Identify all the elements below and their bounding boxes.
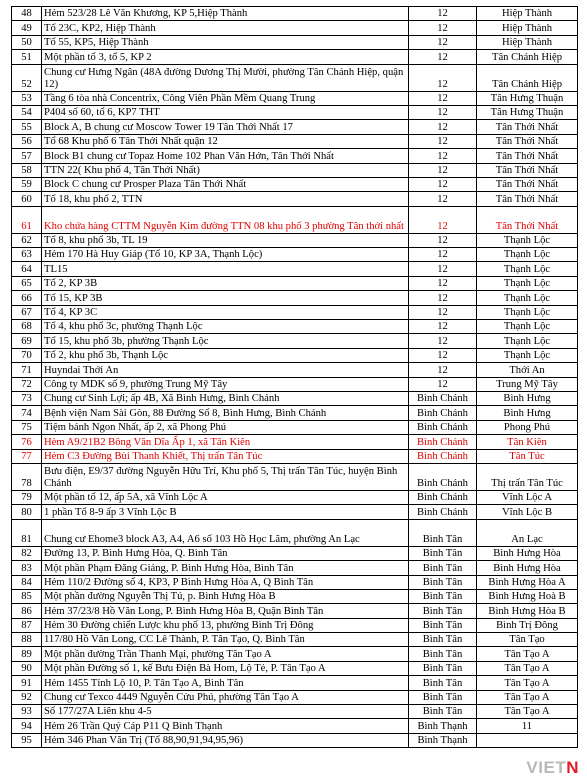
row-address: Một phần Đường số 1, kế Bưu Điện Bà Hom, Lộ Tẻ, P. Tân Tạo A	[42, 661, 409, 675]
table-row	[12, 91, 578, 105]
row-ward: Tân Thới Nhất	[477, 192, 578, 206]
row-address: Block A, B chung cư Moscow Tower 19 Tân Thới Nhất 17	[42, 120, 409, 134]
row-ward: Bình Trị Đông	[477, 618, 578, 632]
row-number: 91	[12, 676, 42, 690]
row-district: Bình Chánh	[409, 420, 477, 434]
table-row	[12, 490, 578, 504]
row-ward: Bình Hưng	[477, 406, 578, 420]
row-address: Tầng 6 tòa nhà Concentrix, Công Viên Phần Mềm Quang Trung	[42, 91, 409, 105]
row-district: Bình Tân	[409, 633, 477, 647]
row-number: 66	[12, 291, 42, 305]
row-ward: Bình Hưng Hòa B	[477, 604, 578, 618]
row-district: 12	[409, 377, 477, 391]
row-address: Block C chung cư Prosper Plaza Tân Thới Nhất	[42, 177, 409, 191]
row-district: Bình Chánh	[409, 406, 477, 420]
table-row	[12, 291, 578, 305]
row-ward: Vĩnh Lộc B	[477, 505, 578, 519]
row-address: TL15	[42, 262, 409, 276]
table-row	[12, 7, 578, 21]
row-number: 74	[12, 406, 42, 420]
table-row	[12, 334, 578, 348]
row-number: 69	[12, 334, 42, 348]
row-address: Hẻm 346 Phan Văn Trị (Tổ 88,90,91,94,95,96)	[42, 733, 409, 747]
row-address: TTN 22( Khu phố 4, Tân Thới Nhất)	[42, 163, 409, 177]
row-number: 63	[12, 248, 42, 262]
row-ward: 11	[477, 719, 578, 733]
row-address: Tổ 4, khu phố 3c, phường Thạnh Lộc	[42, 320, 409, 334]
row-number: 76	[12, 435, 42, 449]
row-address: Hẻm 170 Hà Huy Giáp (Tổ 10, KP 3A, Thạnh Lộc)	[42, 248, 409, 262]
row-number: 92	[12, 690, 42, 704]
table-row	[12, 604, 578, 618]
table-row	[12, 420, 578, 434]
row-district: 12	[409, 248, 477, 262]
row-address: Hẻm 1455 Tỉnh Lộ 10, P. Tân Tạo A, Bình Tân	[42, 676, 409, 690]
table-row	[12, 676, 578, 690]
row-ward: Tân Hưng Thuận	[477, 91, 578, 105]
row-ward: Bình Hưng	[477, 391, 578, 405]
row-ward: Tân Hưng Thuận	[477, 105, 578, 119]
row-number: 86	[12, 604, 42, 618]
table-row	[12, 35, 578, 49]
table-row	[12, 134, 578, 148]
table-row	[12, 105, 578, 119]
row-district: Bình Tân	[409, 676, 477, 690]
row-address: Chung cư Ehome3 block A3, A4, A6 số 103 Hồ Học Lãm, phường An Lạc	[42, 519, 409, 546]
row-number: 61	[12, 206, 42, 233]
row-address: Một phần Phạm Đăng Giảng, P. Bình Hưng Hòa, Bình Tân	[42, 561, 409, 575]
row-ward: Bình Hưng Hòa	[477, 561, 578, 575]
row-ward: Thạnh Lộc	[477, 305, 578, 319]
row-district: 12	[409, 276, 477, 290]
row-ward: An Lạc	[477, 519, 578, 546]
row-ward: Tân Tạo A	[477, 661, 578, 675]
row-address: Chung cư Sinh Lợi; ấp 4B, Xã Bình Hưng, Bình Chánh	[42, 391, 409, 405]
row-number: 75	[12, 420, 42, 434]
row-address: Một phần tổ 3, tổ 5, KP 2	[42, 50, 409, 64]
row-ward	[477, 733, 578, 747]
table-row	[12, 546, 578, 560]
row-ward: Tân Tạo A	[477, 705, 578, 719]
row-district: Bình Tân	[409, 604, 477, 618]
row-ward: Tân Tạo	[477, 633, 578, 647]
row-address: Hẻm 26 Trần Quý Cáp P11 Q Bình Thạnh	[42, 719, 409, 733]
row-number: 54	[12, 105, 42, 119]
row-number: 79	[12, 490, 42, 504]
table-row	[12, 377, 578, 391]
row-district: 12	[409, 192, 477, 206]
row-address: Số 177/27A Liên khu 4-5	[42, 705, 409, 719]
row-address: Hẻm 110/2 Đường số 4, KP3, P Bình Hưng Hòa A, Q Bình Tân	[42, 575, 409, 589]
row-ward: Tân Chánh Hiệp	[477, 50, 578, 64]
row-number: 51	[12, 50, 42, 64]
row-district: Bình Tân	[409, 690, 477, 704]
table-row	[12, 633, 578, 647]
table-row	[12, 647, 578, 661]
row-number: 59	[12, 177, 42, 191]
row-address: Công ty MDK số 9, phường Trung Mỹ Tây	[42, 377, 409, 391]
row-address: Tiệm bánh Ngon Nhất, ấp 2, xã Phong Phú	[42, 420, 409, 434]
row-district: Bình Tân	[409, 575, 477, 589]
row-number: 80	[12, 505, 42, 519]
row-number: 56	[12, 134, 42, 148]
table-row	[12, 575, 578, 589]
address-table	[11, 6, 578, 748]
row-district: 12	[409, 348, 477, 362]
row-address: Tổ 23C, KP2, Hiệp Thành	[42, 21, 409, 35]
row-ward: Tân Tạo A	[477, 647, 578, 661]
row-ward: Bình Hưng Hòa A	[477, 575, 578, 589]
row-address: Tổ 55, KP5, Hiệp Thành	[42, 35, 409, 49]
row-address: P404 số 60, tổ 6, KP7 THT	[42, 105, 409, 119]
row-district: Bình Tân	[409, 705, 477, 719]
row-address: Tổ 8, khu phố 3b, TL 19	[42, 233, 409, 247]
table-row	[12, 733, 578, 747]
row-ward: Thới An	[477, 363, 578, 377]
row-district: 12	[409, 334, 477, 348]
row-district: Bình Tân	[409, 589, 477, 603]
row-number: 70	[12, 348, 42, 362]
row-district: 12	[409, 320, 477, 334]
row-district: 12	[409, 134, 477, 148]
row-number: 48	[12, 7, 42, 21]
row-district: 12	[409, 163, 477, 177]
row-number: 57	[12, 149, 42, 163]
row-district: 12	[409, 177, 477, 191]
row-ward: Thạnh Lộc	[477, 233, 578, 247]
row-address: Block B1 chung cư Topaz Home 102 Phan Văn Hớn, Tân Thới Nhất	[42, 149, 409, 163]
table-row	[12, 149, 578, 163]
row-address: Tổ 18, khu phố 2, TTN	[42, 192, 409, 206]
row-ward: Hiệp Thành	[477, 7, 578, 21]
table-row	[12, 248, 578, 262]
row-district: Bình Tân	[409, 546, 477, 560]
row-ward: Thạnh Lộc	[477, 262, 578, 276]
row-number: 87	[12, 618, 42, 632]
row-district: 12	[409, 233, 477, 247]
row-address: Kho chứa hàng CTTM Nguyễn Kim đường TTN 08 khu phố 3 phường Tân thới nhất	[42, 206, 409, 233]
table-row	[12, 661, 578, 675]
table-row	[12, 719, 578, 733]
row-ward: Thạnh Lộc	[477, 334, 578, 348]
row-district: Bình Chánh	[409, 463, 477, 490]
row-ward: Tân Thới Nhất	[477, 134, 578, 148]
row-ward: Tân Thới Nhất	[477, 206, 578, 233]
row-ward: Thạnh Lộc	[477, 276, 578, 290]
row-ward: Bình Hưng Hòa	[477, 546, 578, 560]
row-address: Hẻm C3 Đường Bùi Thanh Khiết, Thị trấn Tân Túc	[42, 449, 409, 463]
row-ward: Hiệp Thành	[477, 21, 578, 35]
table-row	[12, 589, 578, 603]
watermark-text-a: VIET	[526, 758, 567, 777]
row-ward: Thị trấn Tân Túc	[477, 463, 578, 490]
row-ward: Thạnh Lộc	[477, 348, 578, 362]
row-ward: Tân Thới Nhất	[477, 177, 578, 191]
row-address: Huyndai Thới An	[42, 363, 409, 377]
row-number: 95	[12, 733, 42, 747]
row-district: Bình Chánh	[409, 505, 477, 519]
row-address: Tổ 15, KP 3B	[42, 291, 409, 305]
row-ward: Tân Tạo A	[477, 676, 578, 690]
row-ward: Tân Chánh Hiệp	[477, 64, 578, 91]
row-ward: Tân Thới Nhất	[477, 120, 578, 134]
table-row	[12, 561, 578, 575]
table-row	[12, 618, 578, 632]
row-district: 12	[409, 206, 477, 233]
row-number: 73	[12, 391, 42, 405]
watermark-logo	[526, 758, 579, 778]
row-district: Bình Thạnh	[409, 719, 477, 733]
watermark-text-b: N	[566, 758, 579, 777]
row-number: 93	[12, 705, 42, 719]
row-district: 12	[409, 120, 477, 134]
row-ward: Thạnh Lộc	[477, 248, 578, 262]
table-row	[12, 406, 578, 420]
row-number: 60	[12, 192, 42, 206]
row-number: 88	[12, 633, 42, 647]
row-address: Một phần tổ 12, ấp 5A, xã Vĩnh Lộc A	[42, 490, 409, 504]
table-row	[12, 64, 578, 91]
row-number: 84	[12, 575, 42, 589]
row-address: Tổ 2, KP 3B	[42, 276, 409, 290]
table-row	[12, 363, 578, 377]
row-address: 1 phần Tổ 8-9 ấp 3 Vĩnh Lộc B	[42, 505, 409, 519]
row-district: Bình Thạnh	[409, 733, 477, 747]
row-address: Bưu điện, E9/37 đường Nguyễn Hữu Trí, Khu phố 5, Thị trấn Tân Túc, huyện Bình Chánh	[42, 463, 409, 490]
row-address: Hẻm 523/28 Lê Văn Khương, KP 5,Hiệp Thành	[42, 7, 409, 21]
row-district: Bình Tân	[409, 618, 477, 632]
table-row	[12, 690, 578, 704]
row-district: Bình Tân	[409, 519, 477, 546]
row-address: Hẻm 30 Đường chiến Lược khu phố 13, phường Bình Trị Đông	[42, 618, 409, 632]
row-ward: Thạnh Lộc	[477, 320, 578, 334]
row-number: 85	[12, 589, 42, 603]
row-number: 55	[12, 120, 42, 134]
row-number: 89	[12, 647, 42, 661]
row-number: 68	[12, 320, 42, 334]
row-number: 82	[12, 546, 42, 560]
row-ward: Trung Mỹ Tây	[477, 377, 578, 391]
row-number: 58	[12, 163, 42, 177]
row-address: Hẻm A9/21B2 Bông Văn Dĩa Ấp 1, xã Tân Kiên	[42, 435, 409, 449]
row-address: Đường 13, P. Bình Hưng Hòa, Q. Bình Tân	[42, 546, 409, 560]
table-row	[12, 192, 578, 206]
row-number: 52	[12, 64, 42, 91]
row-number: 65	[12, 276, 42, 290]
row-ward: Tân Túc	[477, 449, 578, 463]
row-number: 83	[12, 561, 42, 575]
table-row	[12, 391, 578, 405]
row-number: 49	[12, 21, 42, 35]
row-ward: Bình Hưng Hoà B	[477, 589, 578, 603]
row-address: Một phần đường Nguyễn Thị Tú, p. Bình Hưng Hòa B	[42, 589, 409, 603]
row-address: Tổ 2, khu phố 3b, Thạnh Lộc	[42, 348, 409, 362]
table-row	[12, 705, 578, 719]
row-district: 12	[409, 64, 477, 91]
row-number: 90	[12, 661, 42, 675]
row-number: 71	[12, 363, 42, 377]
row-number: 81	[12, 519, 42, 546]
row-ward: Hiệp Thành	[477, 35, 578, 49]
table-row	[12, 305, 578, 319]
row-ward: Vĩnh Lộc A	[477, 490, 578, 504]
row-ward: Phong Phú	[477, 420, 578, 434]
table-row	[12, 50, 578, 64]
table-row	[12, 21, 578, 35]
row-number: 77	[12, 449, 42, 463]
table-row	[12, 519, 578, 546]
row-ward: Tân Kiên	[477, 435, 578, 449]
table-row	[12, 177, 578, 191]
row-district: 12	[409, 291, 477, 305]
row-address: Một phần đường Trần Thanh Mại, phường Tân Tạo A	[42, 647, 409, 661]
address-table-body	[12, 7, 578, 748]
table-row	[12, 435, 578, 449]
row-address: Tổ 15, khu phố 3b, phường Thạnh Lộc	[42, 334, 409, 348]
table-row	[12, 120, 578, 134]
row-district: Bình Tân	[409, 561, 477, 575]
row-district: 12	[409, 149, 477, 163]
row-address: 117/80 Hồ Văn Long, CC Lê Thành, P. Tân Tạo, Q. Bình Tân	[42, 633, 409, 647]
row-address: Tổ 68 Khu phố 6 Tân Thới Nhất quận 12	[42, 134, 409, 148]
row-address: Chung cư Hưng Ngân (48A đường Dương Thị Mười, phường Tân Chánh Hiệp, quận 12)	[42, 64, 409, 91]
table-row	[12, 276, 578, 290]
row-district: 12	[409, 105, 477, 119]
row-address: Chung cư Texco 4449 Nguyễn Cửu Phú, phường Tân Tạo A	[42, 690, 409, 704]
row-district: Bình Tân	[409, 661, 477, 675]
table-row	[12, 320, 578, 334]
row-district: 12	[409, 21, 477, 35]
row-number: 62	[12, 233, 42, 247]
table-row	[12, 348, 578, 362]
row-district: 12	[409, 305, 477, 319]
row-number: 72	[12, 377, 42, 391]
row-district: 12	[409, 35, 477, 49]
row-district: 12	[409, 262, 477, 276]
row-address: Tổ 4, KP 3C	[42, 305, 409, 319]
table-row	[12, 262, 578, 276]
table-row	[12, 505, 578, 519]
row-ward: Tân Tạo A	[477, 690, 578, 704]
row-district: Bình Chánh	[409, 490, 477, 504]
row-district: Bình Chánh	[409, 435, 477, 449]
row-number: 78	[12, 463, 42, 490]
table-row	[12, 233, 578, 247]
row-district: 12	[409, 7, 477, 21]
row-number: 53	[12, 91, 42, 105]
table-row	[12, 163, 578, 177]
row-ward: Thạnh Lộc	[477, 291, 578, 305]
row-district: 12	[409, 91, 477, 105]
row-district: Bình Tân	[409, 647, 477, 661]
row-district: Bình Chánh	[409, 391, 477, 405]
row-number: 50	[12, 35, 42, 49]
row-address: Hẻm 37/23/8 Hồ Văn Long, P. Bình Hưng Hòa B, Quận Bình Tân	[42, 604, 409, 618]
row-address: Bệnh viện Nam Sài Gòn, 88 Đường Số 8, Bình Hưng, Bình Chánh	[42, 406, 409, 420]
row-district: 12	[409, 50, 477, 64]
row-ward: Tân Thới Nhất	[477, 149, 578, 163]
table-row	[12, 206, 578, 233]
row-number: 67	[12, 305, 42, 319]
row-district: Bình Chánh	[409, 449, 477, 463]
table-row	[12, 463, 578, 490]
row-number: 94	[12, 719, 42, 733]
row-district: 12	[409, 363, 477, 377]
row-number: 64	[12, 262, 42, 276]
row-ward: Tân Thới Nhất	[477, 163, 578, 177]
table-row	[12, 449, 578, 463]
